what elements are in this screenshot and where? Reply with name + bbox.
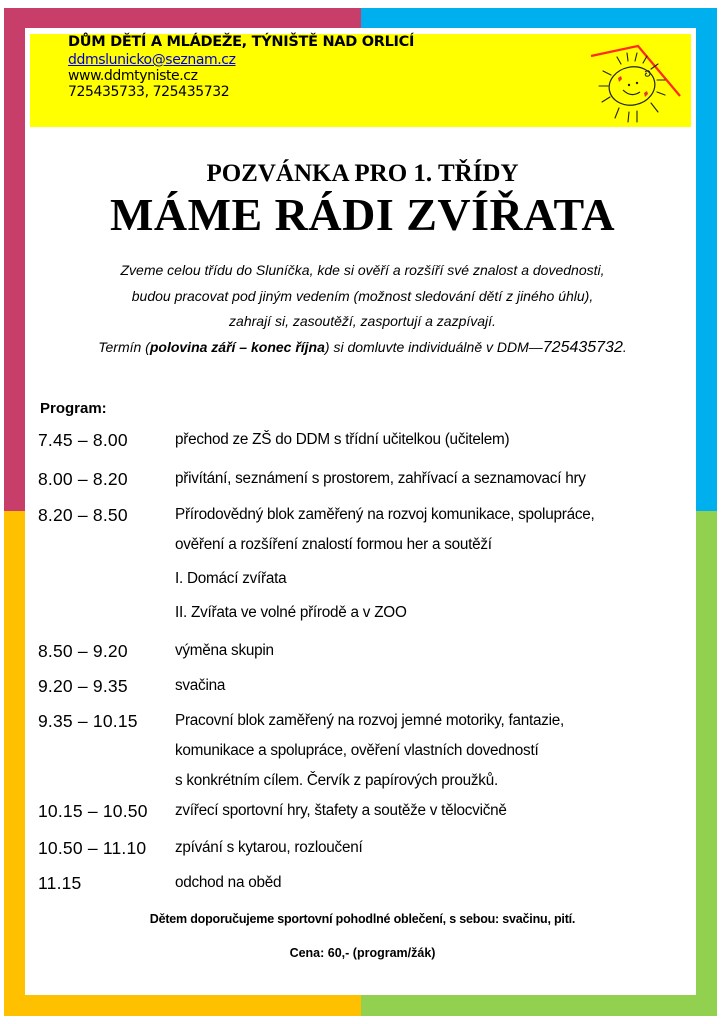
program-time: 10.15 – 10.50 — [38, 801, 148, 821]
program-description — [175, 506, 594, 628]
term-phone: 725435732 — [542, 338, 623, 356]
program-description — [175, 470, 586, 494]
description-line: komunikace a spolupráce, ověření vlastních dovedností — [175, 742, 539, 759]
description-line: přivítání, seznámení s prostorem, zahřívací a seznamovací hry — [175, 470, 586, 487]
program-time: 11.15 — [38, 873, 82, 893]
program-description — [175, 431, 509, 455]
price-text: Cena: 60,- (program/žák) — [289, 946, 436, 960]
program-description — [175, 712, 564, 796]
description-line: výměna skupin — [175, 642, 274, 659]
organization-name: DŮM DĚTÍ A MLÁDEŽE, TÝNIŠTĚ NAD ORLICÍ — [68, 34, 415, 50]
sun-logo-icon — [585, 40, 685, 128]
intro-line: budou pracovat pod jiným vedením (možnost sledování dětí z jiného úhlu), — [131, 287, 594, 304]
program-time: 9.20 – 9.35 — [38, 676, 128, 696]
term-line — [0, 335, 725, 361]
intro-paragraph — [0, 258, 725, 360]
term-prefix: Termín ( — [98, 338, 150, 355]
program-time: 10.50 – 11.10 — [38, 838, 147, 858]
email-link[interactable]: ddmslunicko@seznam.cz — [68, 52, 236, 68]
program-description — [175, 642, 274, 666]
program-label: Program: — [40, 400, 107, 417]
program-description — [175, 839, 362, 863]
term-period: polovina září – konec října — [149, 338, 325, 355]
description-line: Přírodovědný blok zaměřený na rozvoj komunikace, spolupráce, — [175, 506, 595, 523]
description-line: ověření a rozšíření znalostí formou her a soutěží — [175, 536, 492, 553]
description-line: s konkrétním cílem. Červík z papírových proužků. — [175, 772, 498, 789]
program-time: 8.20 – 8.50 — [38, 505, 128, 525]
program-description — [175, 874, 281, 898]
term-middle: ) si domluvte individuálně v DDM— — [324, 338, 543, 355]
description-line: přechod ze ZŠ do DDM s třídní učitelkou (učitelem) — [175, 431, 510, 448]
intro-line: zahrají si, zasoutěží, zasportují a zazpívají. — [229, 313, 496, 329]
program-time: 9.35 – 10.15 — [38, 711, 138, 731]
description-line: I. Domácí zvířata — [175, 570, 287, 587]
description-line: zvířecí sportovní hry, štafety a soutěže v tělocvičně — [175, 802, 507, 819]
description-line: zpívání s kytarou, rozloučení — [175, 839, 363, 856]
description-line: odchod na oběd — [175, 874, 282, 891]
website-text: www.ddmtyniste.cz — [68, 68, 198, 84]
intro-line: Zveme celou třídu do Sluníčka, kde si ověří a rozšíří své znalost a dovednosti, — [120, 262, 605, 278]
program-time: 8.50 – 9.20 — [38, 641, 128, 661]
program-description — [175, 802, 507, 826]
term-suffix: . — [622, 338, 627, 355]
description-line: Pracovní blok zaměřený na rozvoj jemné motoriky, fantazie, — [175, 712, 565, 729]
description-line: II. Zvířata ve volné přírodě a v ZOO — [175, 604, 407, 621]
phone-numbers: 725435733, 725435732 — [68, 84, 230, 100]
program-time: 8.00 – 8.20 — [38, 469, 128, 489]
invitation-subtitle: POZVÁNKA PRO 1. TŘÍDY — [206, 160, 519, 187]
clothing-recommendation: Dětem doporučujeme sportovní pohodlné oblečení, s sebou: svačinu, pití. — [149, 912, 576, 926]
invitation-title: MÁME RÁDI ZVÍŘATA — [109, 189, 616, 240]
description-line: svačina — [175, 677, 226, 694]
program-time: 7.45 – 8.00 — [38, 430, 128, 450]
program-description — [175, 677, 225, 701]
